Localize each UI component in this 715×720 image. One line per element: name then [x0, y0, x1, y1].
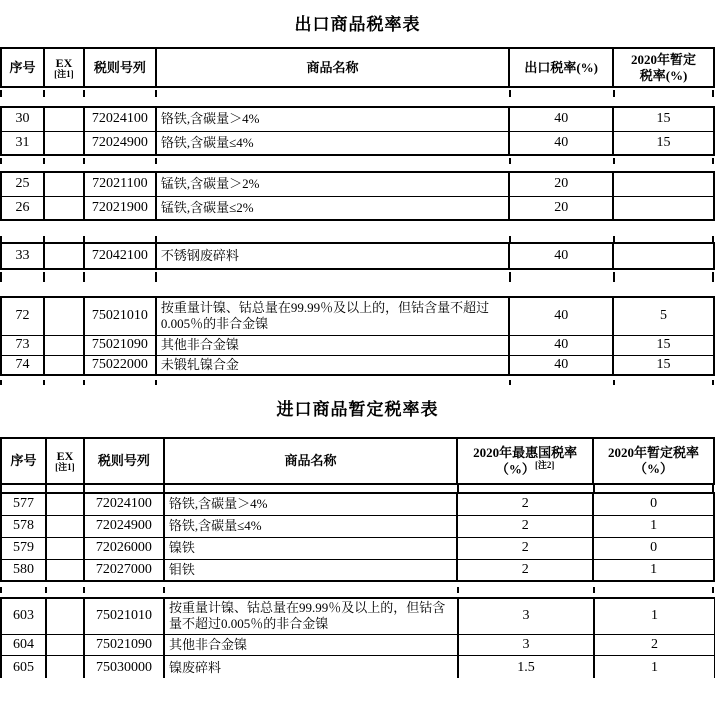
- header-row: [1, 438, 714, 484]
- cell-code: 75021010: [84, 598, 164, 634]
- cell-rate: 20: [509, 172, 613, 196]
- cell-code: 75021090: [84, 335, 156, 355]
- cell-prov: [613, 243, 714, 269]
- table-row: [1, 335, 714, 355]
- cell-ex: [44, 196, 84, 220]
- cell-prov: 1: [593, 515, 714, 537]
- cell-rate: 3: [458, 598, 594, 634]
- grid-line-stub: [0, 90, 2, 97]
- cell-name: 钼铁: [164, 559, 458, 581]
- grid-line-stub: [0, 380, 2, 385]
- col-header-seq: 序号: [1, 48, 44, 87]
- cell-name: 其他非合金镍: [156, 335, 509, 355]
- grid-line-stub: [457, 485, 459, 492]
- cell-name: 铬铁,含碳量＞4%: [164, 493, 458, 515]
- column-stubs: [0, 587, 714, 593]
- grid-line-stub: [457, 587, 459, 593]
- cell-code: 72021900: [84, 196, 156, 220]
- cell-code: 75021010: [84, 297, 156, 335]
- cell-prov: [613, 172, 714, 196]
- grid-line-stub: [0, 587, 2, 593]
- table-row: [1, 172, 714, 196]
- table-block: [0, 242, 715, 270]
- grid-line-stub: [509, 380, 511, 385]
- grid-line-stub: [712, 90, 714, 97]
- cell-prov: [613, 196, 714, 220]
- cell-ex: [44, 131, 84, 155]
- grid-line-stub: [712, 485, 714, 492]
- grid-line-stub: [0, 272, 2, 282]
- provisional-rate-line1: 2020年暂定: [631, 51, 697, 67]
- export-table-title: 出口商品税率表: [294, 15, 421, 34]
- table-block: [0, 492, 715, 582]
- cell-seq: 603: [1, 598, 46, 634]
- cell-code: 72024900: [84, 131, 156, 155]
- cell-seq: 605: [1, 655, 46, 678]
- cell-seq: 26: [1, 196, 44, 220]
- cell-rate: 20: [509, 196, 613, 220]
- cell-ex: [46, 598, 84, 634]
- mfn-rate-line1: 2020年最惠国税率: [473, 444, 578, 460]
- column-stubs: [0, 380, 714, 385]
- column-stubs: [0, 272, 714, 282]
- cell-seq: 578: [1, 515, 46, 537]
- grid-line-stub: [712, 587, 714, 593]
- cell-rate: 40: [509, 131, 613, 155]
- grid-line-stub: [45, 587, 47, 593]
- cell-code: 75022000: [84, 355, 156, 375]
- grid-line-stub: [83, 485, 85, 492]
- grid-line-stub: [712, 380, 714, 385]
- grid-line-stub: [83, 380, 85, 385]
- grid-line-stub: [0, 485, 2, 492]
- cell-name: 其他非合金镍: [164, 634, 458, 655]
- cell-code: 72021100: [84, 172, 156, 196]
- grid-line-stub: [613, 380, 615, 385]
- cell-rate: 2: [457, 559, 593, 581]
- cell-prov: 5: [613, 297, 714, 335]
- cell-name: 铬铁,含碳量≤4%: [164, 515, 458, 537]
- cell-seq: 73: [1, 335, 44, 355]
- cell-prov: 2: [594, 634, 715, 655]
- cell-seq: 604: [1, 634, 46, 655]
- grid-line-stub: [43, 158, 45, 164]
- cell-prov: 1: [594, 598, 715, 634]
- grid-line-stub: [593, 485, 595, 492]
- cell-prov: 15: [613, 355, 714, 375]
- cell-ex: [44, 355, 84, 375]
- cell-code: 72026000: [84, 537, 164, 559]
- import-table-title: 进口商品暂定税率表: [276, 400, 439, 419]
- ex-footnote: [注1]: [55, 462, 75, 472]
- cell-ex: [46, 493, 84, 515]
- header-row: [1, 48, 714, 87]
- cell-ex: [44, 335, 84, 355]
- cell-ex: [46, 537, 84, 559]
- cell-prov: 15: [613, 131, 714, 155]
- grid-line-stub: [155, 272, 157, 282]
- cell-name: 不锈钢废碎料: [156, 243, 509, 269]
- cell-prov: 0: [593, 493, 714, 515]
- grid-line-stub: [155, 158, 157, 164]
- ex-label: EX: [55, 55, 73, 70]
- table-row: [1, 537, 714, 559]
- column-stubs: [0, 90, 714, 97]
- cell-code: 72027000: [84, 559, 164, 581]
- grid-line-stub: [163, 587, 165, 593]
- cell-seq: 33: [1, 243, 44, 269]
- cell-rate: 2: [457, 515, 593, 537]
- cell-seq: 31: [1, 131, 44, 155]
- cell-code: 72042100: [84, 243, 156, 269]
- table-row: [1, 196, 714, 220]
- cell-ex: [44, 172, 84, 196]
- cell-code: 72024900: [84, 515, 164, 537]
- ex-label: EX: [56, 449, 74, 463]
- table-row: [1, 559, 714, 581]
- grid-line-stub: [712, 158, 714, 164]
- table-row: [1, 598, 715, 634]
- table-row: [1, 634, 715, 655]
- cell-code: 75021090: [84, 634, 164, 655]
- cell-name: 铬铁,含碳量≤4%: [156, 131, 509, 155]
- grid-line-stub: [83, 272, 85, 282]
- grid-line-stub: [45, 485, 47, 492]
- cell-name: 按重量计镍、钴总量在99.99％及以上的，但钴含量不超过0.005％的非合金镍: [164, 598, 458, 634]
- column-stubs: [0, 158, 714, 164]
- cell-prov: 15: [613, 107, 714, 131]
- cell-seq: 72: [1, 297, 44, 335]
- cell-rate: 40: [509, 243, 613, 269]
- table-row: [1, 131, 714, 155]
- grid-line-stub: [593, 587, 595, 593]
- table-row: [1, 297, 714, 335]
- cell-seq: 579: [1, 537, 46, 559]
- import-table-header: [0, 437, 715, 485]
- column-stubs: [0, 485, 714, 492]
- cell-rate: 2: [457, 493, 593, 515]
- cell-rate: 3: [458, 634, 594, 655]
- cell-rate: 40: [509, 355, 613, 375]
- cell-seq: 30: [1, 107, 44, 131]
- grid-line-stub: [613, 158, 615, 164]
- grid-line-stub: [0, 158, 2, 164]
- provisional-rate-line2: （%）: [634, 461, 674, 476]
- cell-ex: [44, 107, 84, 131]
- grid-line-stub: [43, 272, 45, 282]
- cell-seq: 577: [1, 493, 46, 515]
- provisional-rate-line2: 税率(%): [639, 67, 688, 83]
- cell-rate: 40: [509, 107, 613, 131]
- cell-ex: [46, 515, 84, 537]
- grid-line-stub: [509, 272, 511, 282]
- cell-name: 镍铁: [164, 537, 458, 559]
- cell-ex: [46, 559, 84, 581]
- table-row: [1, 355, 714, 375]
- col-header-code: 税则号列: [84, 48, 156, 87]
- cell-ex: [46, 634, 84, 655]
- cell-rate: 40: [509, 335, 613, 355]
- grid-line-stub: [163, 485, 165, 492]
- table-row: [1, 107, 714, 131]
- cell-name: 按重量计镍、钴总量在99.99％及以上的，但钴含量不超过0.005％的非合金镍: [156, 297, 509, 335]
- cell-name: 锰铁,含碳量≤2%: [156, 196, 509, 220]
- export-table-header: [0, 47, 715, 88]
- grid-line-stub: [613, 90, 615, 97]
- cell-name: 未锻轧镍合金: [156, 355, 509, 375]
- mfn-rate-paren: （%）: [495, 461, 535, 477]
- grid-line-stub: [613, 272, 615, 282]
- table-row: [1, 655, 715, 678]
- cell-code: 75030000: [84, 655, 164, 678]
- cell-ex: [44, 297, 84, 335]
- cell-seq: 580: [1, 559, 46, 581]
- col-header-code: 税则号列: [84, 438, 164, 484]
- cell-ex: [44, 243, 84, 269]
- mfn-rate-footnote: [注2]: [534, 459, 555, 470]
- cell-name: 铬铁,含碳量＞4%: [156, 107, 509, 131]
- col-header-name: 商品名称: [156, 48, 509, 87]
- provisional-rate-line1: 2020年暂定税率: [608, 445, 700, 460]
- cell-name: 锰铁,含碳量＞2%: [156, 172, 509, 196]
- ex-footnote: [注1]: [54, 68, 74, 79]
- truncated-block-wrapper: [0, 597, 715, 678]
- table-block: [0, 597, 715, 678]
- table-row: [1, 515, 714, 537]
- table-row: [1, 243, 714, 269]
- cell-seq: 25: [1, 172, 44, 196]
- col-header-provisional-rate: [593, 438, 714, 484]
- mfn-rate-line2: [458, 461, 592, 477]
- cell-rate: 2: [457, 537, 593, 559]
- grid-line-stub: [509, 158, 511, 164]
- grid-line-stub: [712, 272, 714, 282]
- col-header-provisional-rate: [613, 48, 714, 87]
- cell-rate: 40: [509, 297, 613, 335]
- grid-line-stub: [509, 90, 511, 97]
- col-header-ex: [44, 48, 84, 87]
- cell-code: 72024100: [84, 107, 156, 131]
- cell-prov: 1: [594, 655, 715, 678]
- cell-prov: 1: [593, 559, 714, 581]
- grid-line-stub: [155, 380, 157, 385]
- col-header-ex: [46, 438, 84, 484]
- grid-line-stub: [83, 587, 85, 593]
- table-block: [0, 296, 715, 376]
- grid-line-stub: [43, 90, 45, 97]
- col-header-seq: 序号: [1, 438, 46, 484]
- cell-code: 72024100: [84, 493, 164, 515]
- table-block: [0, 106, 715, 156]
- cell-prov: 0: [593, 537, 714, 559]
- col-header-name: 商品名称: [164, 438, 458, 484]
- grid-line-stub: [155, 90, 157, 97]
- cell-seq: 74: [1, 355, 44, 375]
- col-header-export-rate: 出口税率(%): [509, 48, 613, 87]
- cell-rate: 1.5: [458, 655, 594, 678]
- col-header-mfn-rate: [457, 438, 593, 484]
- cell-name: 镍废碎料: [164, 655, 458, 678]
- cell-ex: [46, 655, 84, 678]
- grid-line-stub: [43, 380, 45, 385]
- grid-line-stub: [83, 158, 85, 164]
- grid-line-stub: [83, 90, 85, 97]
- table-row: [1, 493, 714, 515]
- table-block: [0, 171, 715, 221]
- cell-prov: 15: [613, 335, 714, 355]
